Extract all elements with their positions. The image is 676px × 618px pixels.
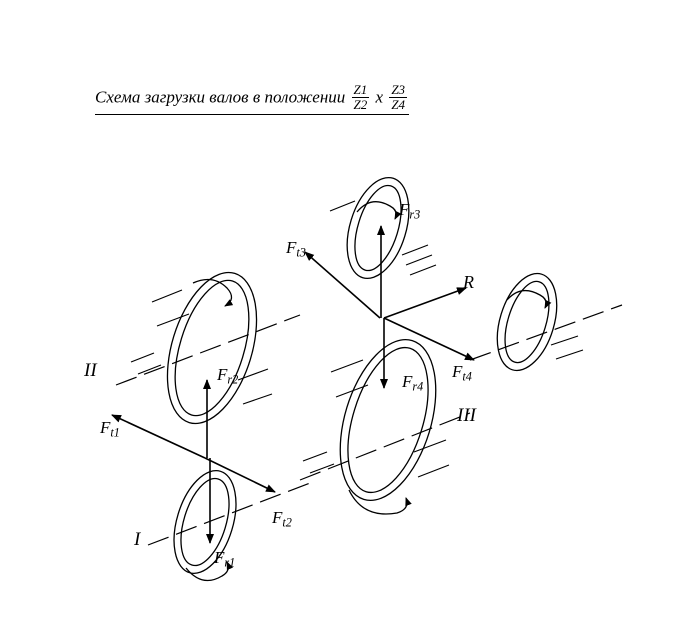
force-subscript: t4 <box>462 369 472 384</box>
force-subscript: r4 <box>412 379 424 394</box>
force-symbol: F <box>100 418 111 437</box>
force-symbol: F <box>217 365 228 384</box>
force-symbol: F <box>402 372 413 391</box>
force-vector-Ft3 <box>305 252 380 318</box>
label-force-Ft4 <box>452 362 472 384</box>
fraction-1-denominator: Z2 <box>353 97 368 113</box>
label-force-Fr3 <box>399 200 420 222</box>
gear-output-hatch <box>551 336 583 359</box>
fraction-2-numerator: Z3 <box>391 82 406 97</box>
gear-3-body <box>336 170 420 286</box>
axis-shaft-II-extra <box>131 353 161 374</box>
title-text: Схема загрузки валов в положении <box>95 87 346 107</box>
label-force-Fr4 <box>402 372 423 394</box>
axis-shaft-III <box>300 413 470 480</box>
label-shaft-II: II <box>84 360 97 381</box>
force-vector-Ft2 <box>205 458 275 492</box>
force-symbol: F <box>452 362 463 381</box>
axis-shaft-III-extra <box>303 452 334 473</box>
label-force-Ft2 <box>272 508 292 530</box>
label-force-R: R <box>463 272 474 292</box>
force-subscript: t3 <box>296 245 306 260</box>
fraction-2-denominator: Z4 <box>391 97 406 113</box>
label-shaft-I: I <box>134 529 141 550</box>
label-force-Fr2 <box>217 365 238 387</box>
fraction-1-numerator: Z1 <box>353 82 368 97</box>
label-force-Ft3 <box>286 238 306 260</box>
label-force-Ft1 <box>100 418 120 440</box>
axis-shaft-II <box>116 315 300 385</box>
gear-output-body <box>487 266 568 377</box>
label-shaft-III: III <box>457 405 476 426</box>
force-subscript: r2 <box>227 372 239 387</box>
force-symbol: F <box>399 200 410 219</box>
force-subscript: t1 <box>110 425 120 440</box>
gear-4-rotation-arrow <box>349 490 407 514</box>
label-force-Fr1 <box>214 548 235 570</box>
force-vector-R <box>384 288 466 318</box>
axis-shaft-output <box>470 305 622 360</box>
multiply-sign: x <box>375 87 384 107</box>
force-symbol: F <box>272 508 283 527</box>
force-subscript: r1 <box>224 555 236 570</box>
force-subscript: t2 <box>282 515 292 530</box>
force-subscript: r3 <box>409 207 421 222</box>
force-vector-Ft1 <box>112 415 205 458</box>
force-symbol: F <box>214 548 225 567</box>
force-symbol: F <box>286 238 297 257</box>
force-vector-Ft4 <box>384 318 474 360</box>
gear-4-body <box>323 328 454 512</box>
